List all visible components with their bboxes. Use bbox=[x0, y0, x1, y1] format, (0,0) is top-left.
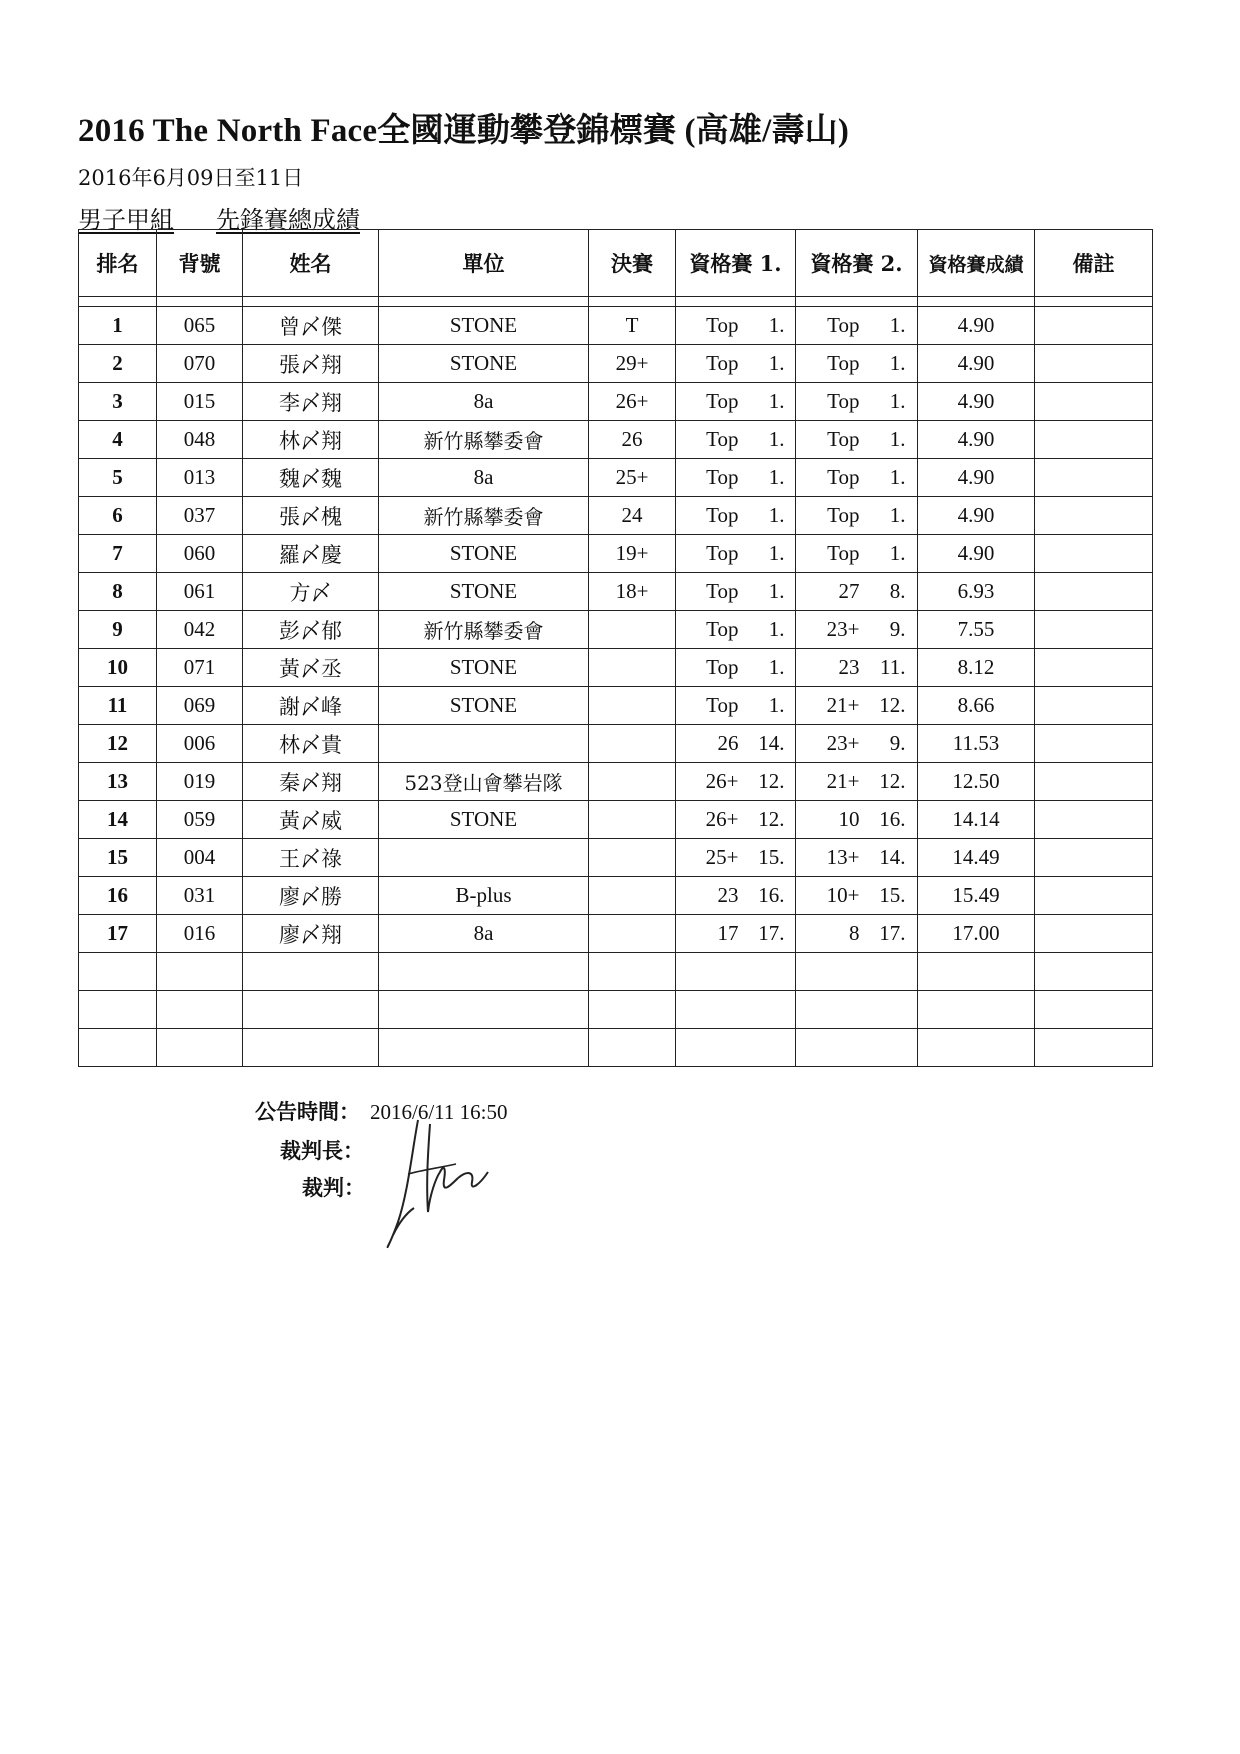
route-result: 10 bbox=[838, 807, 860, 831]
col-qual2: 資格賽 2. bbox=[796, 230, 918, 297]
rank-cell: 4 bbox=[79, 421, 157, 459]
name-cell: 羅〆慶 bbox=[243, 535, 379, 573]
score-cell: 17.00 bbox=[918, 915, 1035, 953]
note-cell bbox=[1035, 421, 1153, 459]
route-rank: 12. bbox=[879, 769, 906, 793]
unit-cell: B-plus bbox=[379, 877, 589, 915]
empty-cell bbox=[79, 991, 157, 1029]
qual2-cell bbox=[796, 725, 918, 763]
empty-cell bbox=[1035, 953, 1153, 991]
empty-cell bbox=[157, 1029, 243, 1067]
table-row bbox=[79, 307, 1153, 345]
rank-cell: 6 bbox=[79, 497, 157, 535]
name-cell: 秦〆翔 bbox=[243, 763, 379, 801]
name-cell: 張〆翔 bbox=[243, 345, 379, 383]
qual2-cell bbox=[796, 649, 918, 687]
bib-cell: 065 bbox=[157, 307, 243, 345]
route-result: 23 bbox=[838, 655, 860, 679]
unit-cell bbox=[379, 725, 589, 763]
qual1-cell bbox=[676, 763, 796, 801]
qual1-cell bbox=[676, 459, 796, 497]
empty-cell bbox=[243, 1029, 379, 1067]
signature bbox=[378, 1112, 508, 1262]
col-name: 姓名 bbox=[243, 230, 379, 297]
route-result: Top bbox=[827, 465, 860, 489]
name-cell: 黃〆丞 bbox=[243, 649, 379, 687]
score-cell: 4.90 bbox=[918, 421, 1035, 459]
route-result: Top bbox=[706, 503, 739, 527]
note-cell bbox=[1035, 763, 1153, 801]
rank-cell: 11 bbox=[79, 687, 157, 725]
bib-cell: 059 bbox=[157, 801, 243, 839]
qual1-cell bbox=[676, 497, 796, 535]
route-rank: 1. bbox=[768, 465, 785, 489]
note-cell bbox=[1035, 801, 1153, 839]
score-cell: 12.50 bbox=[918, 763, 1035, 801]
qual2-cell bbox=[796, 573, 918, 611]
route-rank: 1. bbox=[768, 655, 785, 679]
route-result: Top bbox=[706, 617, 739, 641]
route-rank: 9. bbox=[889, 617, 906, 641]
empty-cell bbox=[918, 953, 1035, 991]
bib-cell: 006 bbox=[157, 725, 243, 763]
name-cell: 廖〆勝 bbox=[243, 877, 379, 915]
route-rank: 1. bbox=[889, 389, 906, 413]
empty-cell bbox=[796, 1029, 918, 1067]
route-result: Top bbox=[706, 655, 739, 679]
bib-cell: 070 bbox=[157, 345, 243, 383]
final-cell: 18+ bbox=[589, 573, 676, 611]
empty-cell bbox=[79, 1029, 157, 1067]
note-cell bbox=[1035, 497, 1153, 535]
table-row bbox=[79, 687, 1153, 725]
unit-cell: 8a bbox=[379, 459, 589, 497]
empty-cell bbox=[1035, 991, 1153, 1029]
empty-cell bbox=[379, 991, 589, 1029]
name-cell: 林〆翔 bbox=[243, 421, 379, 459]
qual1-cell bbox=[676, 915, 796, 953]
rank-cell: 2 bbox=[79, 345, 157, 383]
chief-judge-label: 裁判長： bbox=[280, 1138, 364, 1163]
table-row bbox=[79, 421, 1153, 459]
score-cell: 4.90 bbox=[918, 535, 1035, 573]
table-row bbox=[79, 839, 1153, 877]
route-rank: 1. bbox=[768, 541, 785, 565]
name-cell: 魏〆魏 bbox=[243, 459, 379, 497]
unit-cell: STONE bbox=[379, 687, 589, 725]
bib-cell: 069 bbox=[157, 687, 243, 725]
unit-cell: 8a bbox=[379, 915, 589, 953]
empty-cell bbox=[1035, 1029, 1153, 1067]
qual1-cell bbox=[676, 421, 796, 459]
rank-cell: 16 bbox=[79, 877, 157, 915]
unit-cell bbox=[379, 839, 589, 877]
route-rank: 14. bbox=[879, 845, 906, 869]
empty-cell bbox=[243, 991, 379, 1029]
empty-cell bbox=[918, 1029, 1035, 1067]
rank-cell: 10 bbox=[79, 649, 157, 687]
empty-cell bbox=[676, 953, 796, 991]
table-row bbox=[79, 763, 1153, 801]
group-label: 男子甲組 bbox=[78, 206, 174, 234]
final-cell bbox=[589, 839, 676, 877]
final-cell bbox=[589, 763, 676, 801]
name-cell: 黃〆威 bbox=[243, 801, 379, 839]
route-result: 17 bbox=[717, 921, 739, 945]
bib-cell: 016 bbox=[157, 915, 243, 953]
route-result: 21+ bbox=[826, 769, 860, 793]
results-table bbox=[78, 229, 1153, 1067]
final-cell bbox=[589, 649, 676, 687]
event-label: 先鋒賽總成績 bbox=[216, 206, 360, 234]
qual1-cell bbox=[676, 801, 796, 839]
route-result: Top bbox=[706, 351, 739, 375]
bib-cell: 004 bbox=[157, 839, 243, 877]
empty-cell bbox=[676, 991, 796, 1029]
unit-cell: 新竹縣攀委會 bbox=[379, 421, 589, 459]
announce-time: 2016/6/11 16:50 bbox=[370, 1100, 508, 1124]
route-result: Top bbox=[706, 579, 739, 603]
bib-cell: 071 bbox=[157, 649, 243, 687]
table-row bbox=[79, 801, 1153, 839]
unit-cell: 新竹縣攀委會 bbox=[379, 611, 589, 649]
qual2-cell bbox=[796, 383, 918, 421]
route-rank: 1. bbox=[889, 351, 906, 375]
qual1-cell bbox=[676, 345, 796, 383]
route-rank: 12. bbox=[758, 769, 785, 793]
note-cell bbox=[1035, 649, 1153, 687]
unit-cell: STONE bbox=[379, 345, 589, 383]
route-rank: 9. bbox=[889, 731, 906, 755]
bib-cell: 061 bbox=[157, 573, 243, 611]
empty-cell bbox=[243, 953, 379, 991]
final-cell bbox=[589, 611, 676, 649]
unit-cell: STONE bbox=[379, 307, 589, 345]
empty-cell bbox=[676, 1029, 796, 1067]
empty-row bbox=[79, 953, 1153, 991]
empty-row bbox=[79, 991, 1153, 1029]
empty-cell bbox=[157, 991, 243, 1029]
note-cell bbox=[1035, 345, 1153, 383]
score-cell: 14.49 bbox=[918, 839, 1035, 877]
qual1-cell bbox=[676, 383, 796, 421]
route-result: 23+ bbox=[826, 731, 860, 755]
unit-cell: STONE bbox=[379, 535, 589, 573]
route-result: Top bbox=[827, 541, 860, 565]
route-result: 26+ bbox=[705, 769, 739, 793]
empty-cell bbox=[589, 991, 676, 1029]
score-cell: 15.49 bbox=[918, 877, 1035, 915]
name-cell: 方〆 bbox=[243, 573, 379, 611]
qual1-cell bbox=[676, 649, 796, 687]
bib-cell: 048 bbox=[157, 421, 243, 459]
route-result: Top bbox=[706, 541, 739, 565]
date-range: 2016年6月09日至11日 bbox=[78, 166, 304, 190]
empty-cell bbox=[918, 991, 1035, 1029]
route-rank: 16. bbox=[758, 883, 785, 907]
rank-cell: 3 bbox=[79, 383, 157, 421]
empty-cell bbox=[379, 1029, 589, 1067]
note-cell bbox=[1035, 383, 1153, 421]
note-cell bbox=[1035, 535, 1153, 573]
route-rank: 17. bbox=[758, 921, 785, 945]
empty-cell bbox=[379, 953, 589, 991]
final-cell: 24 bbox=[589, 497, 676, 535]
qual2-cell bbox=[796, 535, 918, 573]
route-result: Top bbox=[706, 693, 739, 717]
col-rank: 排名 bbox=[79, 230, 157, 297]
note-cell bbox=[1035, 839, 1153, 877]
route-result: 25+ bbox=[705, 845, 739, 869]
note-cell bbox=[1035, 611, 1153, 649]
bib-cell: 060 bbox=[157, 535, 243, 573]
route-rank: 12. bbox=[879, 693, 906, 717]
qual2-cell bbox=[796, 421, 918, 459]
score-cell: 4.90 bbox=[918, 459, 1035, 497]
bib-cell: 031 bbox=[157, 877, 243, 915]
name-cell: 彭〆郁 bbox=[243, 611, 379, 649]
rank-cell: 17 bbox=[79, 915, 157, 953]
qual2-cell bbox=[796, 307, 918, 345]
final-cell: 26 bbox=[589, 421, 676, 459]
announce-label: 公告時間： bbox=[255, 1099, 360, 1124]
table-row bbox=[79, 877, 1153, 915]
document-title: 2016 The North Face全國運動攀登錦標賽 (高雄/壽山) bbox=[78, 113, 850, 149]
route-rank: 1. bbox=[768, 693, 785, 717]
route-result: 8 bbox=[849, 921, 860, 945]
score-cell: 4.90 bbox=[918, 383, 1035, 421]
route-result: 23+ bbox=[826, 617, 860, 641]
qual2-cell bbox=[796, 763, 918, 801]
score-cell: 8.12 bbox=[918, 649, 1035, 687]
name-cell: 謝〆峰 bbox=[243, 687, 379, 725]
unit-cell: STONE bbox=[379, 573, 589, 611]
rank-cell: 14 bbox=[79, 801, 157, 839]
qual1-cell bbox=[676, 877, 796, 915]
qual2-cell bbox=[796, 915, 918, 953]
route-result: Top bbox=[827, 427, 860, 451]
final-cell: 19+ bbox=[589, 535, 676, 573]
qual2-cell bbox=[796, 839, 918, 877]
route-result: Top bbox=[827, 503, 860, 527]
empty-cell bbox=[796, 953, 918, 991]
bib-cell: 037 bbox=[157, 497, 243, 535]
score-cell: 4.90 bbox=[918, 345, 1035, 383]
table-row bbox=[79, 573, 1153, 611]
unit-cell: 新竹縣攀委會 bbox=[379, 497, 589, 535]
final-cell bbox=[589, 801, 676, 839]
route-rank: 1. bbox=[889, 465, 906, 489]
route-rank: 16. bbox=[879, 807, 906, 831]
route-result: Top bbox=[706, 465, 739, 489]
note-cell bbox=[1035, 573, 1153, 611]
chief-judge bbox=[280, 1135, 364, 1165]
table-row bbox=[79, 611, 1153, 649]
route-rank: 1. bbox=[768, 579, 785, 603]
note-cell bbox=[1035, 687, 1153, 725]
note-cell bbox=[1035, 307, 1153, 345]
route-rank: 17. bbox=[879, 921, 906, 945]
route-rank: 1. bbox=[889, 541, 906, 565]
final-cell bbox=[589, 877, 676, 915]
qual1-cell bbox=[676, 687, 796, 725]
route-rank: 12. bbox=[758, 807, 785, 831]
score-cell: 11.53 bbox=[918, 725, 1035, 763]
table-row bbox=[79, 345, 1153, 383]
route-result: Top bbox=[706, 389, 739, 413]
final-cell: 26+ bbox=[589, 383, 676, 421]
rank-cell: 15 bbox=[79, 839, 157, 877]
qual2-cell bbox=[796, 687, 918, 725]
route-rank: 1. bbox=[768, 351, 785, 375]
empty-cell bbox=[589, 953, 676, 991]
table-row bbox=[79, 497, 1153, 535]
route-rank: 1. bbox=[768, 427, 785, 451]
qual2-cell bbox=[796, 877, 918, 915]
judge bbox=[302, 1172, 365, 1202]
final-cell bbox=[589, 915, 676, 953]
bib-cell: 042 bbox=[157, 611, 243, 649]
route-rank: 1. bbox=[889, 427, 906, 451]
qual2-cell bbox=[796, 345, 918, 383]
note-cell bbox=[1035, 915, 1153, 953]
score-cell: 8.66 bbox=[918, 687, 1035, 725]
final-cell: 25+ bbox=[589, 459, 676, 497]
route-result: Top bbox=[827, 389, 860, 413]
rank-cell: 7 bbox=[79, 535, 157, 573]
name-cell: 李〆翔 bbox=[243, 383, 379, 421]
score-cell: 4.90 bbox=[918, 307, 1035, 345]
qual2-cell bbox=[796, 611, 918, 649]
name-cell: 廖〆翔 bbox=[243, 915, 379, 953]
route-result: 13+ bbox=[826, 845, 860, 869]
rank-cell: 13 bbox=[79, 763, 157, 801]
route-result: 23 bbox=[717, 883, 739, 907]
route-result: Top bbox=[827, 351, 860, 375]
score-cell: 6.93 bbox=[918, 573, 1035, 611]
route-result: 21+ bbox=[826, 693, 860, 717]
col-qual-score: 資格賽成績 bbox=[918, 230, 1035, 297]
bib-cell: 015 bbox=[157, 383, 243, 421]
qual1-cell bbox=[676, 307, 796, 345]
table-row bbox=[79, 459, 1153, 497]
bib-cell: 019 bbox=[157, 763, 243, 801]
unit-cell: 8a bbox=[379, 383, 589, 421]
score-cell: 4.90 bbox=[918, 497, 1035, 535]
route-result: 27 bbox=[838, 579, 860, 603]
note-cell bbox=[1035, 459, 1153, 497]
route-rank: 15. bbox=[879, 883, 906, 907]
note-cell bbox=[1035, 877, 1153, 915]
empty-cell bbox=[589, 1029, 676, 1067]
route-result: 10+ bbox=[826, 883, 860, 907]
route-rank: 14. bbox=[758, 731, 785, 755]
table-row bbox=[79, 915, 1153, 953]
table-row bbox=[79, 725, 1153, 763]
rank-cell: 5 bbox=[79, 459, 157, 497]
qual1-cell bbox=[676, 839, 796, 877]
route-rank: 1. bbox=[889, 313, 906, 337]
unit-cell: STONE bbox=[379, 649, 589, 687]
rank-cell: 9 bbox=[79, 611, 157, 649]
table-row bbox=[79, 383, 1153, 421]
route-rank: 1. bbox=[768, 389, 785, 413]
name-cell: 曾〆傑 bbox=[243, 307, 379, 345]
rank-cell: 8 bbox=[79, 573, 157, 611]
bib-cell: 013 bbox=[157, 459, 243, 497]
col-final: 決賽 bbox=[589, 230, 676, 297]
score-cell: 14.14 bbox=[918, 801, 1035, 839]
score-cell: 7.55 bbox=[918, 611, 1035, 649]
final-cell bbox=[589, 687, 676, 725]
qual1-cell bbox=[676, 725, 796, 763]
rank-cell: 12 bbox=[79, 725, 157, 763]
route-rank: 1. bbox=[768, 313, 785, 337]
table-row bbox=[79, 535, 1153, 573]
name-cell: 林〆貴 bbox=[243, 725, 379, 763]
qual2-cell bbox=[796, 497, 918, 535]
final-cell: 29+ bbox=[589, 345, 676, 383]
qual1-cell bbox=[676, 573, 796, 611]
route-rank: 1. bbox=[768, 617, 785, 641]
route-result: 26+ bbox=[705, 807, 739, 831]
empty-cell bbox=[157, 953, 243, 991]
route-result: Top bbox=[706, 313, 739, 337]
col-bib: 背號 bbox=[157, 230, 243, 297]
note-cell bbox=[1035, 725, 1153, 763]
name-cell: 張〆槐 bbox=[243, 497, 379, 535]
empty-cell bbox=[79, 953, 157, 991]
qual1-cell bbox=[676, 611, 796, 649]
route-rank: 8. bbox=[889, 579, 906, 603]
col-unit: 單位 bbox=[379, 230, 589, 297]
empty-cell bbox=[796, 991, 918, 1029]
qual1-cell bbox=[676, 535, 796, 573]
col-qual1: 資格賽 1. bbox=[676, 230, 796, 297]
name-cell: 王〆祿 bbox=[243, 839, 379, 877]
col-notes: 備註 bbox=[1035, 230, 1153, 297]
route-result: 26 bbox=[717, 731, 739, 755]
qual2-cell bbox=[796, 459, 918, 497]
route-rank: 11. bbox=[880, 655, 906, 679]
unit-cell: 523登山會攀岩隊 bbox=[379, 763, 589, 801]
unit-cell: STONE bbox=[379, 801, 589, 839]
route-result: Top bbox=[706, 427, 739, 451]
table-row bbox=[79, 649, 1153, 687]
qual2-cell bbox=[796, 801, 918, 839]
header-row bbox=[79, 230, 1153, 297]
route-rank: 15. bbox=[758, 845, 785, 869]
rank-cell: 1 bbox=[79, 307, 157, 345]
route-result: Top bbox=[827, 313, 860, 337]
route-rank: 1. bbox=[768, 503, 785, 527]
final-cell bbox=[589, 725, 676, 763]
route-rank: 1. bbox=[889, 503, 906, 527]
judge-label: 裁判： bbox=[302, 1175, 365, 1200]
empty-row bbox=[79, 1029, 1153, 1067]
final-cell: T bbox=[589, 307, 676, 345]
